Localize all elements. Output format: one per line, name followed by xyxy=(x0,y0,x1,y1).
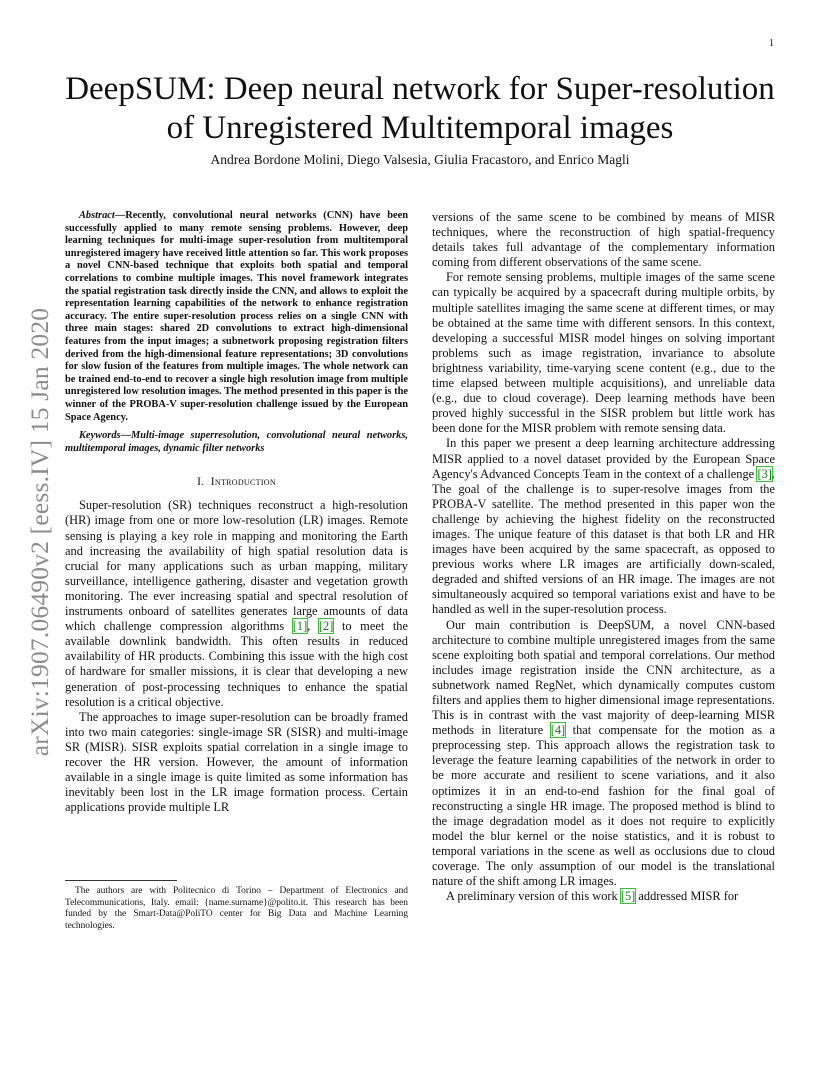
intro-paragraph-5 xyxy=(432,618,775,890)
citation-link[interactable]: [2] xyxy=(318,619,334,634)
paragraph-text: addressed MISR for xyxy=(635,889,739,904)
intro-paragraph-2: The approaches to image super-resolution can be broadly framed into two main categories: single-image SR (SISR) and multi-image SR (MISR). SISR exploits spatial correlation in a single image to recover the HR version. However, the amount of information available in a single image is quite limited as some information has inevitably been lost in the LR image formation process. Certain applications provide multiple LR xyxy=(65,709,408,815)
page-number: 1 xyxy=(769,38,774,49)
paragraph-text: , xyxy=(307,619,319,634)
keywords-label: Keywords xyxy=(79,430,121,442)
abstract-text: —Recently, convolutional neural networks (CNN) have been successfully applied to many remote sensing problems. However, deep learning techniques for multi-image super-resolution from multitemporal unregistered imagery have received little attention so far. This work proposes a novel CNN-based technique that exploits both spatial and temporal correlations to combine multiple images. This novel framework integrates the spatial registration task directly inside the CNN, and allows to exploit the representation learning capabilities of the network to enhance registration accuracy. The entire super-resolution process relies on a single CNN with three main stages: shared 2D convolutions to extract high-dimensional features from the input images; a subnetwork proposing registration filters derived from the high-dimensional feature representations; 3D convolutions for slow fusion of the features from multiple images. The whole network can be trained end-to-end to recover a single high resolution image from multiple unregistered low resolution images. The method presented in this paper is the winner of the PROBA-V super-resolution challenge issued by the European Space Agency. xyxy=(65,210,408,423)
section-heading xyxy=(65,475,408,490)
citation-link[interactable]: [3] xyxy=(757,466,772,481)
arxiv-id: arXiv:1907.06490v2 [eess.IV] 15 Jan 2020 xyxy=(25,307,54,757)
section-title: Introduction xyxy=(210,476,276,489)
citation-link[interactable]: [4] xyxy=(550,723,566,738)
abstract-label: Abstract xyxy=(79,210,115,221)
citation-link[interactable]: [5] xyxy=(620,889,636,904)
intro-paragraph-6 xyxy=(432,889,775,904)
footnote xyxy=(65,886,408,932)
citation-link[interactable]: [1] xyxy=(292,619,308,634)
paper-title: DeepSUM: Deep neural network for Super-resolution of Unregistered Multitemporal images xyxy=(65,71,775,146)
footnote-text: The authors are with Politecnico di Torino – Department of Electronics and Telecommunications, Italy. email: {name.surname}@polito.it. This research has been funded by the Smart-Data@PoliTO center for Big Data and Machine Learning technologies. xyxy=(65,886,408,931)
keywords xyxy=(65,430,408,455)
paragraph-text: A preliminary version of this work xyxy=(446,889,621,904)
paragraph-text: to meet the available downlink bandwidth. This often results in reduced availability of HR products. Combining this issue with the high cost of hardware for smaller missions, it is clear that developing a new generation of post-processing techniques to enhance the spatial resolution is a critical objective. xyxy=(65,619,408,709)
paragraph-text: Our main contribution is DeepSUM, a novel CNN-based architecture to combine multiple unregistered images from the same scene exploiting both spatial and temporal correlations. Our method includes image registration inside the CNN architecture, as a subnetwork named RegNet, which dynamically computes custom filters and applies them to higher dimensional image representations. This is in contrast with the vast majority of deep-learning MISR methods in literature xyxy=(432,617,775,738)
abstract xyxy=(65,210,408,424)
arxiv-watermark xyxy=(20,292,60,772)
intro-paragraph-3: For remote sensing problems, multiple images of the same scene can typically be acquired by a spacecraft during multiple orbits, by multiple satellites imaging the same scene at different times, or may be obtained at the same time with different sensors. In this context, developing a successful MISR model hinges on solving important problems such as image registration, invariance to absolute brightness variability, time-varying scene content (e.g., due to the time elapsed between multiple acquisitions), and unreliable data (e.g., due to cloud coverage). Deep learning methods have been proved highly successful in the SISR problem but little work has been done for the MISR problem with remote sensing data. xyxy=(432,270,775,436)
paragraph-text: that compensate for the motion as a preprocessing step. This approach allows the registration task to leverage the feature learning capabilities of the network in order to be more accurate and resilient to scene variations, and it also optimizes it in an end-to-end fashion for the final goal of reconstructing a single HR image. The proposed method is blind to the image degradation model as it does not require to explicitly model the blur kernel or the noise statistics, and it is robust to temporal variations in the scene as well as occlusions due to cloud coverage. The only assumption of our model is the translational nature of the shift among LR images. xyxy=(432,723,776,889)
paragraph-text: Super-resolution (SR) techniques reconstruct a high-resolution (HR) image from one or more low-resolution (LR) images. Remote sensing is playing a key role in mapping and monitoring the Earth and increasing the availability of high spatial resolution data is crucial for many applications such as urban mapping, military surveillance, intelligence gathering, disaster and vegetation growth monitoring. The ever increasing spatial and spectral resolution of instruments onboard of satellites generates large amounts of data which challenge compression algorithms xyxy=(65,498,408,634)
section-number: I. xyxy=(197,476,205,489)
intro-paragraph-4 xyxy=(432,436,775,617)
intro-paragraph-continued: versions of the same scene to be combined by means of MISR techniques, where the reconstruction of high spatial-frequency details takes full advantage of the complementary information coming from different observations of the same scene. xyxy=(432,210,775,270)
paragraph-text: . The goal of the challenge is to super-resolve images from the PROBA-V satellite. The method presented in this paper won the challenge by achieving the highest fidelity on the reconstructed images. The unique feature of this dataset is that both LR and HR images have been acquired by the same spacecraft, as opposed to previous works where LR images are artificially down-scaled, degraded and shifted versions of an HR image. The images are not simultaneously acquired so temporal variations exist and have to be handled as well in the super-resolution process. xyxy=(432,466,775,617)
right-column xyxy=(432,210,775,904)
footnote-rule xyxy=(65,880,177,881)
paragraph-text: In this paper we present a deep learning architecture addressing MISR applied to a novel dataset provided by the European Space Agency's Advanced Concepts Team in the context of a challenge xyxy=(432,436,775,481)
keywords-text: —Multi-image superresolution, convolutional neural networks, multitemporal images, dynamic filter networks xyxy=(65,430,408,454)
left-column xyxy=(65,210,408,815)
intro-paragraph-1 xyxy=(65,498,408,709)
author-list: Andrea Bordone Molini, Diego Valsesia, Giulia Fracastoro, and Enrico Magli xyxy=(210,152,630,167)
